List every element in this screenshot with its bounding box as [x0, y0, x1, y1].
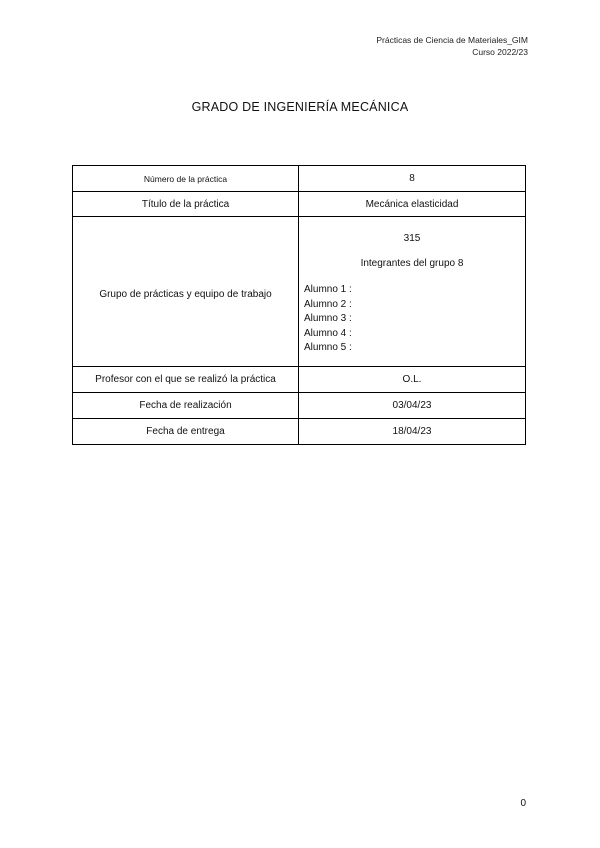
grupo-label: Grupo de prácticas y equipo de trabajo [73, 217, 299, 367]
numero-label: Número de la práctica [73, 166, 299, 192]
practice-info-table [72, 165, 526, 445]
header-course-year: Curso 2022/23 [472, 47, 528, 57]
document-title: GRADO DE INGENIERÍA MECÁNICA [191, 100, 409, 114]
table-row [73, 419, 526, 445]
page-number: 0 [520, 798, 526, 809]
alumnos-list [299, 283, 525, 356]
fecha-entrega-label: Fecha de entrega [73, 419, 299, 445]
table-row [73, 166, 526, 192]
alumno-4: Alumno 4 : [304, 327, 352, 339]
fecha-realizacion-label: Fecha de realización [73, 393, 299, 419]
page-header [376, 34, 528, 58]
fecha-realizacion-value: 03/04/23 [299, 393, 526, 419]
table-row [73, 192, 526, 217]
alumno-1: Alumno 1 : [304, 284, 352, 296]
alumno-3: Alumno 3 : [304, 313, 352, 325]
grupo-cell [299, 217, 526, 367]
table-row [73, 393, 526, 419]
table-row [73, 367, 526, 393]
alumno-2: Alumno 2 : [304, 298, 352, 310]
fecha-entrega-value: 18/04/23 [299, 419, 526, 445]
alumno-5: Alumno 5 : [304, 342, 352, 354]
numero-value: 8 [299, 166, 526, 192]
table-row [73, 217, 526, 367]
grupo-value: 315 [403, 233, 421, 245]
profesor-value: O.L. [299, 367, 526, 393]
integrantes-label: Integrantes del grupo 8 [360, 258, 464, 270]
profesor-label: Profesor con el que se realizó la práctica [73, 367, 299, 393]
titulo-value: Mecánica elasticidad [299, 192, 526, 217]
titulo-label: Título de la práctica [73, 192, 299, 217]
header-course-title: Prácticas de Ciencia de Materiales_GIM [376, 35, 528, 45]
